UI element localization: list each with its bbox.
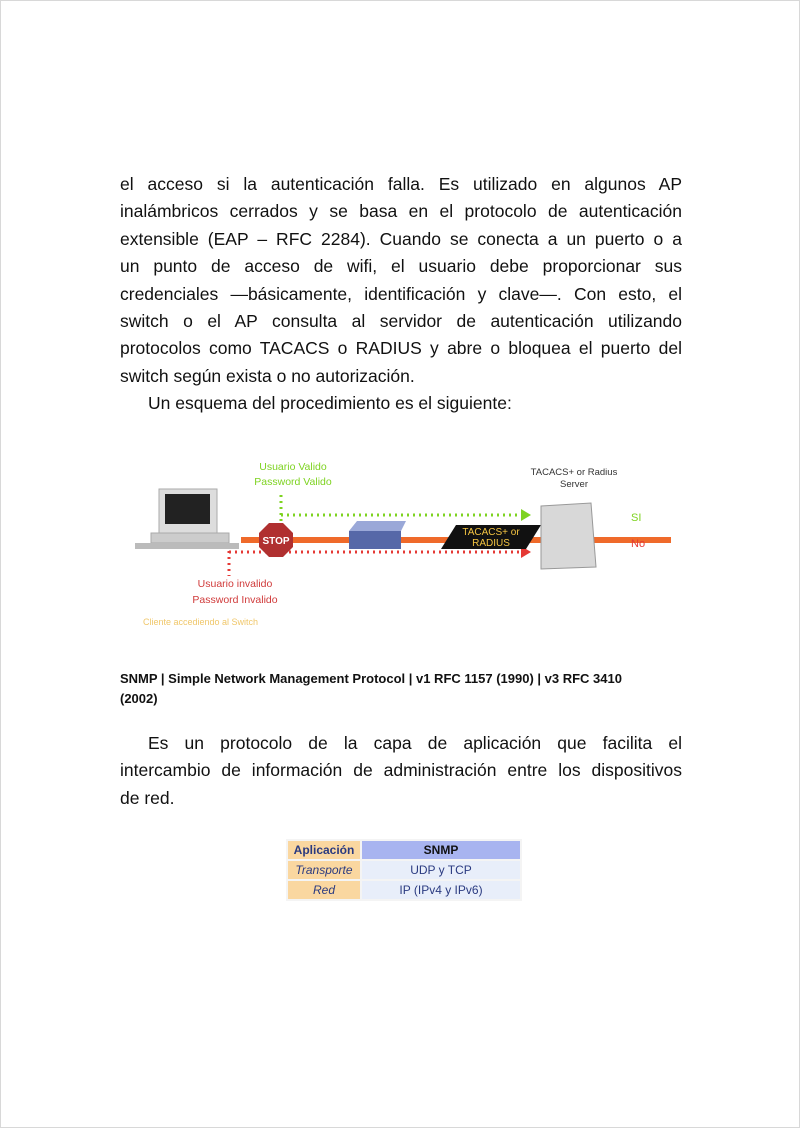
computer-icon	[135, 489, 239, 549]
table-row	[288, 841, 520, 859]
layer-name: Red	[288, 881, 360, 899]
layer-value: SNMP	[362, 841, 520, 859]
invalid-password-label: Password Invalido	[192, 594, 278, 606]
server-label: TACACS+ or Radius	[530, 467, 618, 478]
text-line: protocolos como TACACS o RADIUS y abre o bloquea el puerto del	[120, 338, 682, 359]
paragraph-snmp	[120, 730, 682, 812]
protocol-stack-table	[286, 839, 522, 901]
server-icon	[541, 503, 596, 569]
heading-line: SNMP | Simple Network Management Protocol | v1 RFC 1157 (1990) | v3 RFC 3410	[120, 671, 622, 686]
protocol-label	[441, 525, 541, 549]
stop-sign-icon	[259, 523, 293, 557]
text-line: intercambio de información de administración entre los dispositivos	[120, 760, 682, 781]
text-line: un punto de acceso de wifi, el usuario debe proporcionar sus	[120, 256, 682, 277]
auth-diagram	[121, 451, 681, 631]
text-line: de red.	[120, 787, 175, 808]
layer-name: Transporte	[288, 861, 360, 879]
layer-value: IP (IPv4 y IPv6)	[362, 881, 520, 899]
layer-name: Aplicación	[288, 841, 360, 859]
table-row	[288, 881, 520, 899]
paragraph-8021x	[120, 171, 682, 418]
text-line: inalámbricos cerrados y se basa en el protocolo de autenticación	[120, 201, 682, 222]
text-line: el acceso si la autenticación falla. Es utilizado en algunos AP	[120, 174, 682, 194]
heading-line: (2002)	[120, 691, 158, 706]
protocol-text: RADIUS	[472, 538, 510, 549]
text-line: credenciales —básicamente, identificación y clave—. Con esto, el	[120, 283, 682, 304]
text-line: switch según exista o no autorización.	[120, 365, 415, 386]
no-label: No	[631, 538, 646, 550]
layer-value: UDP y TCP	[362, 861, 520, 879]
text-line: extensible (EAP – RFC 2284). Cuando se conecta a un puerto o a	[120, 228, 682, 249]
switch-icon	[349, 521, 406, 549]
text-line: switch o el AP consulta al servidor de autenticación utilizando	[120, 311, 682, 332]
table-row	[288, 861, 520, 879]
stop-label: STOP	[262, 536, 290, 547]
snmp-heading	[120, 669, 680, 709]
valid-user-label: Usuario Valido	[259, 461, 327, 473]
text-line: Un esquema del procedimiento es el siguiente:	[148, 393, 512, 414]
invalid-user-label: Usuario invalido	[197, 578, 273, 590]
valid-password-label: Password Valido	[254, 476, 332, 488]
diagram-caption: Cliente accediendo al Switch	[143, 617, 259, 627]
text-line: Es un protocolo de la capa de aplicación que facilita el	[148, 733, 682, 753]
si-label: SI	[631, 512, 642, 524]
server-label: Server	[560, 479, 588, 490]
protocol-text: TACACS+ or	[462, 527, 520, 538]
